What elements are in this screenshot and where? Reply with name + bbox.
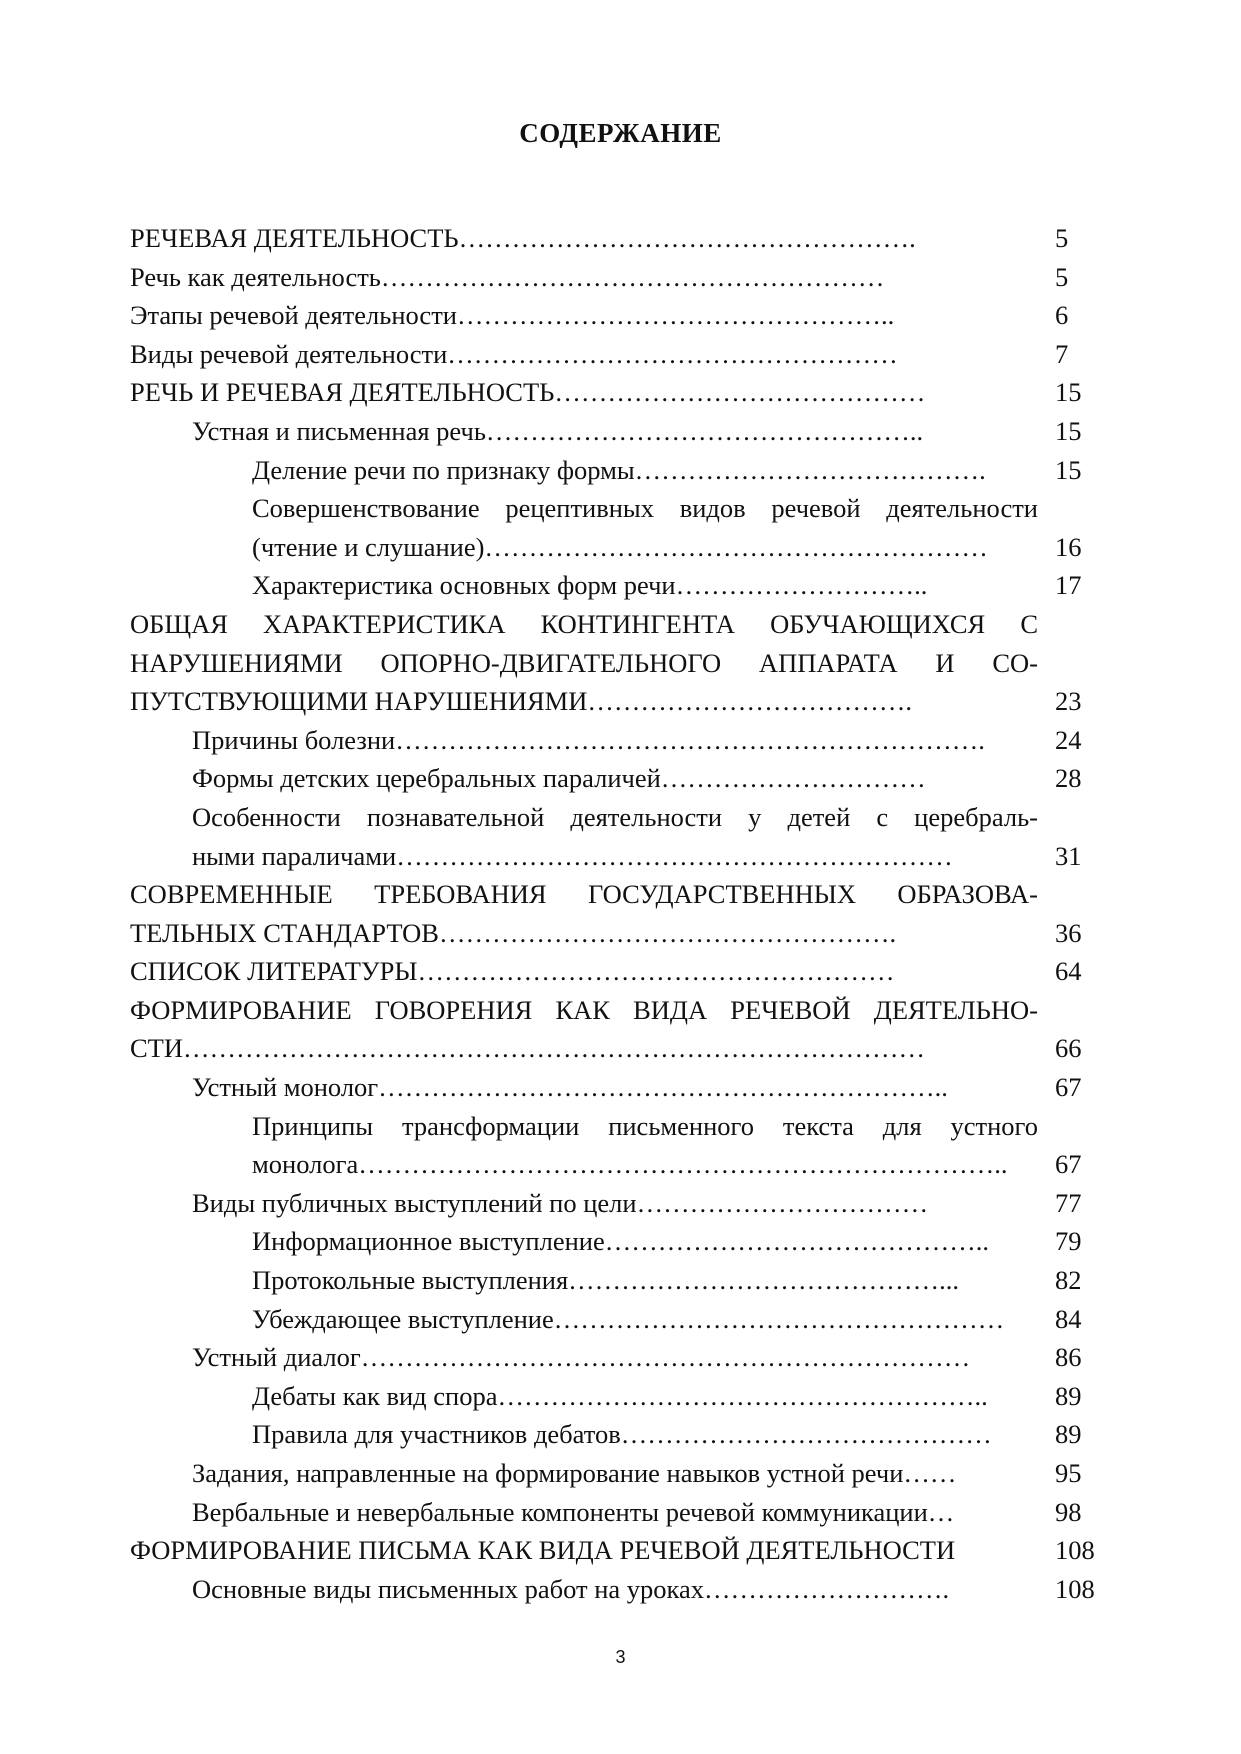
toc-entry-title: Виды речевой деятельности…………………………………………… bbox=[130, 338, 898, 369]
toc-entry bbox=[130, 798, 1115, 837]
toc-entry-title: Этапы речевой деятельности………………………………………….. bbox=[130, 300, 895, 331]
toc-entry bbox=[130, 644, 1115, 683]
toc-entry bbox=[130, 335, 1115, 374]
toc-entry-page: 17 bbox=[1055, 570, 1082, 601]
toc-entry bbox=[130, 605, 1115, 644]
toc-entry bbox=[130, 721, 1115, 760]
toc-entry-title: СПИСОК ЛИТЕРАТУРЫ……………………………………………… bbox=[130, 956, 895, 987]
toc-entry-title: Характеристика основных форм речи……………………….. bbox=[252, 570, 928, 601]
page-title: СОДЕРЖАНИЕ bbox=[519, 118, 722, 148]
toc-entry-page: 108 bbox=[1055, 1573, 1095, 1604]
toc-entry bbox=[130, 412, 1115, 451]
toc-entry-page: 95 bbox=[1055, 1458, 1082, 1488]
toc-entry-title: Вербальные и невербальные компоненты речевой коммуникации… bbox=[192, 1496, 955, 1527]
toc-entry-title: Речь как деятельность………………………………………………… bbox=[130, 261, 885, 292]
toc-entry bbox=[130, 1222, 1115, 1261]
toc-entry bbox=[130, 1338, 1115, 1377]
toc-entry-title: Дебаты как вид спора……………………………………………….. bbox=[252, 1380, 988, 1411]
toc-entry bbox=[130, 1184, 1115, 1223]
toc-entry-title: СТИ………………………………………………………………………… bbox=[130, 1033, 925, 1064]
toc-entry-page: 98 bbox=[1055, 1496, 1082, 1527]
toc-entry-title: Совершенствование рецептивных видов речевой деятельности bbox=[252, 493, 1038, 524]
toc-entry bbox=[130, 1029, 1115, 1068]
toc-entry-title: Информационное выступление…………………………………….. bbox=[252, 1226, 989, 1257]
toc-entry bbox=[130, 1415, 1115, 1454]
toc-entry bbox=[130, 914, 1115, 953]
toc-entry-title: (чтение и слушание)………………………………………………… bbox=[252, 531, 988, 562]
toc-entry-page: 36 bbox=[1055, 917, 1082, 948]
toc-entry-page: 24 bbox=[1055, 724, 1082, 755]
toc-entry bbox=[130, 489, 1115, 528]
toc-entry-page: 82 bbox=[1055, 1265, 1082, 1296]
toc-entry-title: ФОРМИРОВАНИЕ ПИСЬМА КАК ВИДА РЕЧЕВОЙ ДЕЯТЕЛЬНОСТИ bbox=[130, 1535, 956, 1566]
toc-entry bbox=[130, 875, 1115, 914]
toc-entry-title: монолога……………………………………………………………….. bbox=[252, 1149, 1008, 1180]
toc-entry-page: 5 bbox=[1055, 223, 1069, 253]
toc-entry-page: 67 bbox=[1055, 1072, 1082, 1103]
toc-entry bbox=[130, 566, 1115, 605]
toc-entry-title: ОБЩАЯ ХАРАКТЕРИСТИКА КОНТИНГЕНТА ОБУЧАЮЩИХСЯ С bbox=[130, 608, 1038, 639]
toc-entry-title: Формы детских церебральных параличей………………………… bbox=[192, 763, 926, 794]
toc-entry bbox=[130, 991, 1115, 1030]
toc-entry bbox=[130, 1493, 1115, 1532]
toc-entry bbox=[130, 1377, 1115, 1416]
toc-entry-page: 5 bbox=[1055, 261, 1069, 292]
toc-entry-title: ФОРМИРОВАНИЕ ГОВОРЕНИЯ КАК ВИДА РЕЧЕВОЙ ДЕЯТЕЛЬНО- bbox=[130, 994, 1038, 1025]
toc-entry-title: НАРУШЕНИЯМИ ОПОРНО-ДВИГАТЕЛЬНОГО АППАРАТА И СО- bbox=[130, 647, 1038, 678]
toc-entry-title: Причины болезни…………………………………………………………. bbox=[192, 724, 985, 755]
toc-entry-page: 64 bbox=[1055, 956, 1082, 987]
toc-entry bbox=[130, 258, 1115, 297]
toc-entry-title: Деление речи по признаку формы…………………………………. bbox=[252, 454, 986, 485]
toc-entry-title: ТЕЛЬНЫХ СТАНДАРТОВ……………………………………………. bbox=[130, 917, 897, 948]
toc-entry-page: 89 bbox=[1055, 1419, 1082, 1450]
toc-entry bbox=[130, 528, 1115, 567]
toc-entry-page: 15 bbox=[1055, 377, 1082, 408]
toc-entry-page: 23 bbox=[1055, 686, 1082, 717]
toc-entry-page: 15 bbox=[1055, 415, 1082, 446]
toc-entry-page: 28 bbox=[1055, 763, 1082, 794]
toc-entry-title: Протокольные выступления……………………………………... bbox=[252, 1265, 960, 1296]
toc-entry-page: 108 bbox=[1055, 1535, 1095, 1566]
toc-entry-title: Убеждающее выступление…………………………………………… bbox=[252, 1303, 1005, 1334]
toc-entry-page: 31 bbox=[1055, 840, 1082, 871]
toc-entry-title: Особенности познавательной деятельности у детей с церебраль- bbox=[192, 801, 1038, 832]
toc-entry bbox=[130, 1107, 1115, 1146]
toc-entry bbox=[130, 682, 1115, 721]
toc-entry bbox=[130, 1145, 1115, 1184]
toc-entry-page: 15 bbox=[1055, 454, 1082, 485]
toc-entry-title: Принципы трансформации письменного текста для устного bbox=[252, 1110, 1038, 1141]
toc-entry-page: 84 bbox=[1055, 1303, 1082, 1334]
table-of-contents bbox=[130, 219, 1115, 1608]
toc-entry-page: 7 bbox=[1055, 338, 1069, 369]
toc-entry bbox=[130, 1068, 1115, 1107]
toc-entry-page: 66 bbox=[1055, 1033, 1082, 1064]
toc-entry bbox=[130, 219, 1115, 258]
toc-entry-title: Устный монолог……………………………………………………….. bbox=[192, 1072, 948, 1103]
toc-entry bbox=[130, 952, 1115, 991]
toc-entry-page: 86 bbox=[1055, 1342, 1082, 1373]
toc-entry-page: 77 bbox=[1055, 1187, 1082, 1218]
toc-entry-title: Виды публичных выступлений по цели…………………………… bbox=[192, 1187, 929, 1218]
toc-entry-title: Основные виды письменных работ на уроках………………………. bbox=[192, 1573, 950, 1604]
toc-entry-title: Устная и письменная речь………………………………………….. bbox=[192, 415, 924, 446]
toc-entry bbox=[130, 1570, 1115, 1609]
toc-entry bbox=[130, 837, 1115, 876]
toc-entry-title: РЕЧЬ И РЕЧЕВАЯ ДЕЯТЕЛЬНОСТЬ…………………………………… bbox=[130, 377, 926, 408]
toc-entry-title: Задания, направленные на формирование навыков устной речи…… bbox=[192, 1458, 957, 1488]
toc-entry-title: Устный диалог…………………………………………………………… bbox=[192, 1342, 971, 1373]
toc-entry-page: 6 bbox=[1055, 300, 1069, 331]
toc-entry-page: 79 bbox=[1055, 1226, 1082, 1257]
toc-entry bbox=[130, 1261, 1115, 1300]
toc-entry bbox=[130, 1300, 1115, 1339]
toc-entry-page: 89 bbox=[1055, 1380, 1082, 1411]
toc-entry-title: Правила для участников дебатов…………………………………… bbox=[252, 1419, 992, 1450]
toc-entry-title: ПУТСТВУЮЩИМИ НАРУШЕНИЯМИ………………………………. bbox=[130, 686, 912, 717]
toc-entry-title: СОВРЕМЕННЫЕ ТРЕБОВАНИЯ ГОСУДАРСТВЕННЫХ ОБРАЗОВА- bbox=[130, 879, 1038, 910]
toc-entry bbox=[130, 759, 1115, 798]
toc-entry bbox=[130, 373, 1115, 412]
page-number: 3 bbox=[615, 1647, 626, 1667]
toc-entry bbox=[130, 451, 1115, 490]
toc-entry bbox=[130, 296, 1115, 335]
toc-entry-title: ными параличами……………………………………………………… bbox=[192, 840, 953, 871]
toc-entry-page: 16 bbox=[1055, 531, 1082, 562]
toc-entry-page: 67 bbox=[1055, 1149, 1082, 1180]
toc-entry bbox=[130, 1454, 1115, 1493]
toc-entry-title: РЕЧЕВАЯ ДЕЯТЕЛЬНОСТЬ……………………………………………. bbox=[130, 223, 916, 253]
toc-entry bbox=[130, 1531, 1115, 1570]
